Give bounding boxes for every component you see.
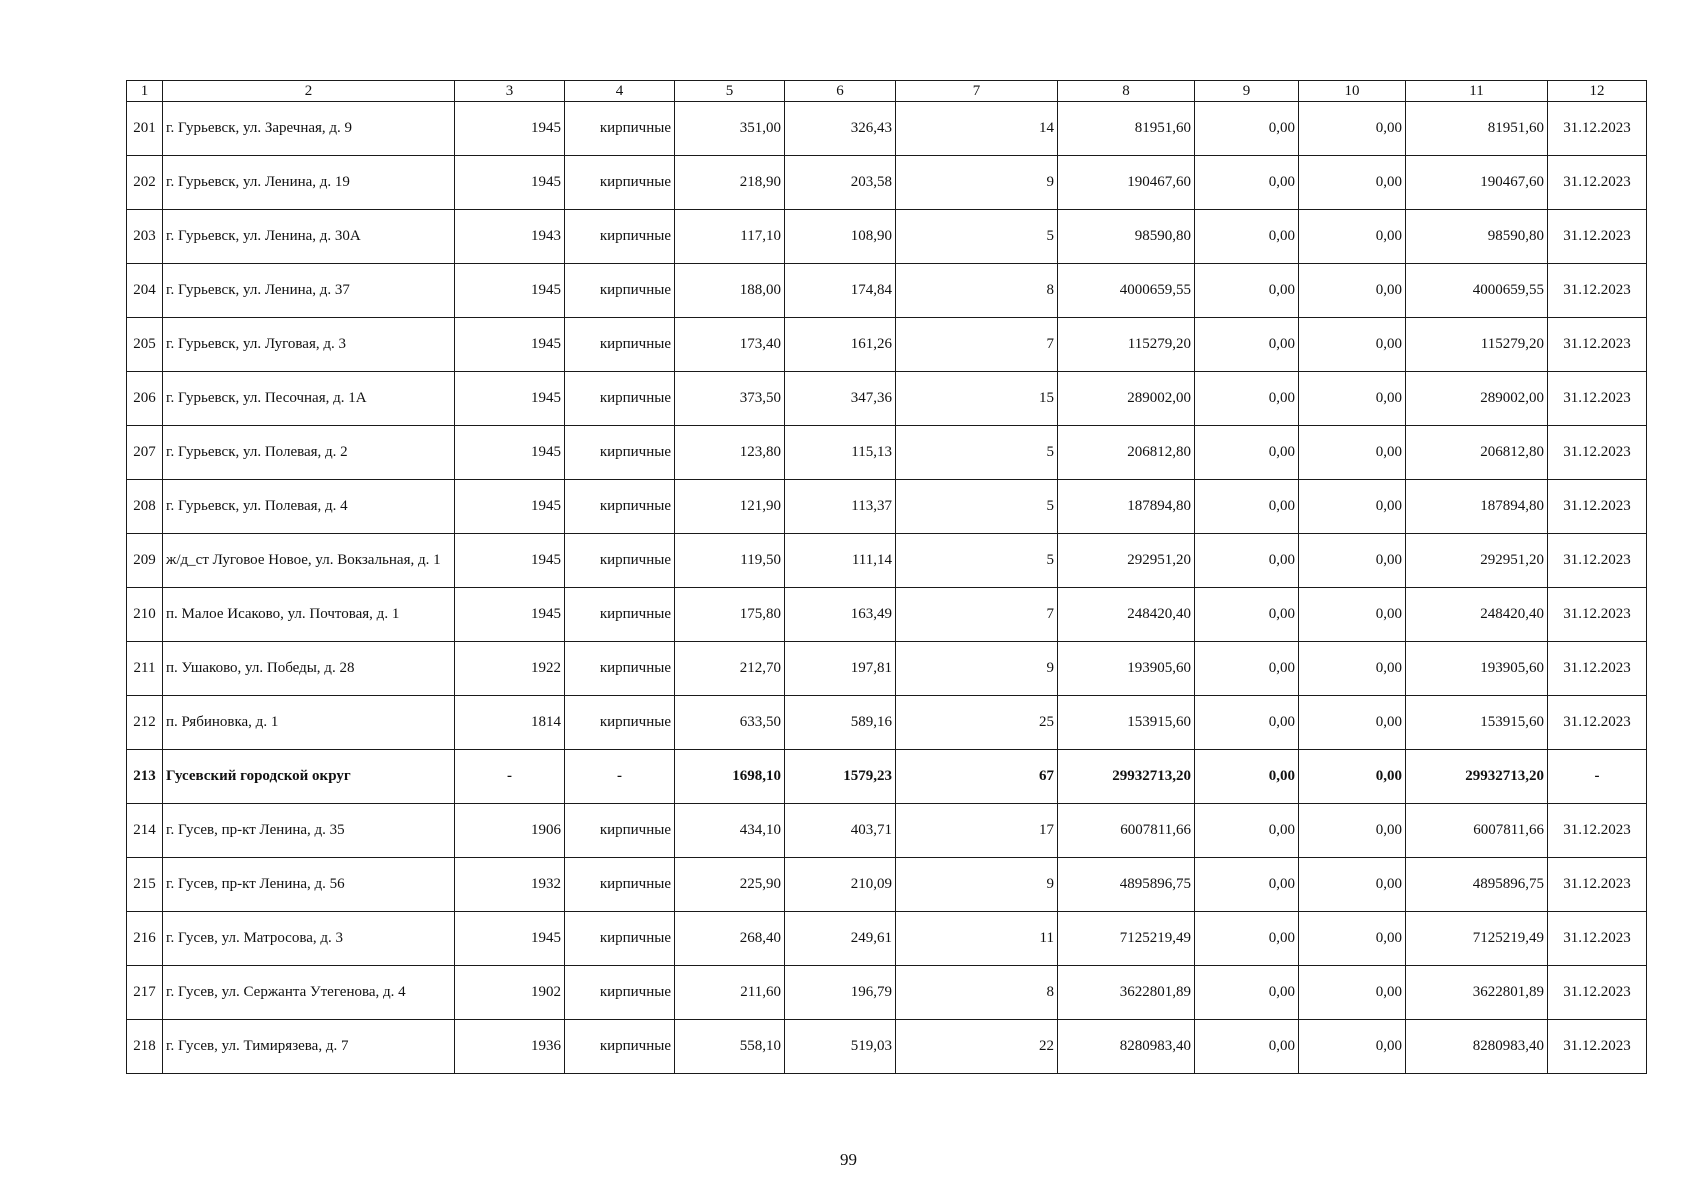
residents-cell: 25 — [896, 696, 1058, 750]
fund-cell: 0,00 — [1195, 318, 1299, 372]
year-cell: 1945 — [455, 372, 565, 426]
residents-cell: 9 — [896, 156, 1058, 210]
budget-cell: 0,00 — [1299, 912, 1406, 966]
living-area-cell: 113,37 — [785, 480, 896, 534]
year-cell: 1945 — [455, 912, 565, 966]
column-header-8: 8 — [1058, 81, 1195, 102]
budget-cell: 0,00 — [1299, 696, 1406, 750]
wall-material-cell: кирпичные — [565, 588, 675, 642]
address-cell: г. Гурьевск, ул. Полевая, д. 4 — [163, 480, 455, 534]
cost-total-cell: 289002,00 — [1058, 372, 1195, 426]
other-funds-cell: 153915,60 — [1406, 696, 1548, 750]
budget-cell: 0,00 — [1299, 156, 1406, 210]
fund-cell: 0,00 — [1195, 858, 1299, 912]
address-cell: г. Гусев, ул. Сержанта Утегенова, д. 4 — [163, 966, 455, 1020]
table-row — [127, 102, 1647, 156]
total-area-cell: 121,90 — [675, 480, 785, 534]
residents-cell: 8 — [896, 264, 1058, 318]
total-area-cell: 123,80 — [675, 426, 785, 480]
row-number-cell: 208 — [127, 480, 163, 534]
deadline-cell: 31.12.2023 — [1548, 696, 1647, 750]
fund-cell: 0,00 — [1195, 966, 1299, 1020]
residents-cell: 17 — [896, 804, 1058, 858]
table-row — [127, 426, 1647, 480]
cost-total-cell: 8280983,40 — [1058, 1020, 1195, 1074]
budget-cell: 0,00 — [1299, 534, 1406, 588]
address-cell: п. Ушаково, ул. Победы, д. 28 — [163, 642, 455, 696]
budget-cell: 0,00 — [1299, 480, 1406, 534]
living-area-cell: 347,36 — [785, 372, 896, 426]
address-cell: п. Рябиновка, д. 1 — [163, 696, 455, 750]
address-cell: г. Гусев, ул. Матросова, д. 3 — [163, 912, 455, 966]
wall-material-cell: - — [565, 750, 675, 804]
table-body — [127, 102, 1647, 1074]
fund-cell: 0,00 — [1195, 912, 1299, 966]
cost-total-cell: 153915,60 — [1058, 696, 1195, 750]
year-cell: 1936 — [455, 1020, 565, 1074]
cost-total-cell: 3622801,89 — [1058, 966, 1195, 1020]
total-area-cell: 351,00 — [675, 102, 785, 156]
wall-material-cell: кирпичные — [565, 912, 675, 966]
residents-cell: 9 — [896, 642, 1058, 696]
residents-cell: 5 — [896, 480, 1058, 534]
year-cell: 1906 — [455, 804, 565, 858]
deadline-cell: 31.12.2023 — [1548, 1020, 1647, 1074]
deadline-cell: 31.12.2023 — [1548, 318, 1647, 372]
cost-total-cell: 29932713,20 — [1058, 750, 1195, 804]
fund-cell: 0,00 — [1195, 1020, 1299, 1074]
budget-cell: 0,00 — [1299, 966, 1406, 1020]
wall-material-cell: кирпичные — [565, 642, 675, 696]
living-area-cell: 519,03 — [785, 1020, 896, 1074]
wall-material-cell: кирпичные — [565, 480, 675, 534]
fund-cell: 0,00 — [1195, 642, 1299, 696]
table-row — [127, 858, 1647, 912]
cost-total-cell: 6007811,66 — [1058, 804, 1195, 858]
total-area-cell: 434,10 — [675, 804, 785, 858]
address-cell: г. Гусев, пр-кт Ленина, д. 35 — [163, 804, 455, 858]
cost-total-cell: 81951,60 — [1058, 102, 1195, 156]
wall-material-cell: кирпичные — [565, 858, 675, 912]
table-row — [127, 1020, 1647, 1074]
row-number-cell: 213 — [127, 750, 163, 804]
living-area-cell: 196,79 — [785, 966, 896, 1020]
total-area-cell: 1698,10 — [675, 750, 785, 804]
table-row — [127, 588, 1647, 642]
row-number-cell: 209 — [127, 534, 163, 588]
other-funds-cell: 4895896,75 — [1406, 858, 1548, 912]
total-area-cell: 633,50 — [675, 696, 785, 750]
address-cell: г. Гурьевск, ул. Луговая, д. 3 — [163, 318, 455, 372]
living-area-cell: 589,16 — [785, 696, 896, 750]
residents-cell: 5 — [896, 426, 1058, 480]
cost-total-cell: 4000659,55 — [1058, 264, 1195, 318]
deadline-cell: - — [1548, 750, 1647, 804]
budget-cell: 0,00 — [1299, 210, 1406, 264]
living-area-cell: 115,13 — [785, 426, 896, 480]
fund-cell: 0,00 — [1195, 426, 1299, 480]
year-cell: 1932 — [455, 858, 565, 912]
cost-total-cell: 292951,20 — [1058, 534, 1195, 588]
column-header-7: 7 — [896, 81, 1058, 102]
living-area-cell: 197,81 — [785, 642, 896, 696]
total-area-cell: 175,80 — [675, 588, 785, 642]
cost-total-cell: 193905,60 — [1058, 642, 1195, 696]
address-cell: г. Гурьевск, ул. Полевая, д. 2 — [163, 426, 455, 480]
deadline-cell: 31.12.2023 — [1548, 372, 1647, 426]
budget-cell: 0,00 — [1299, 588, 1406, 642]
row-number-cell: 215 — [127, 858, 163, 912]
total-area-cell: 218,90 — [675, 156, 785, 210]
other-funds-cell: 115279,20 — [1406, 318, 1548, 372]
cost-total-cell: 115279,20 — [1058, 318, 1195, 372]
other-funds-cell: 6007811,66 — [1406, 804, 1548, 858]
cost-total-cell: 98590,80 — [1058, 210, 1195, 264]
living-area-cell: 108,90 — [785, 210, 896, 264]
page-number: 99 — [840, 1150, 857, 1169]
table-row — [127, 642, 1647, 696]
fund-cell: 0,00 — [1195, 264, 1299, 318]
address-cell: п. Малое Исаково, ул. Почтовая, д. 1 — [163, 588, 455, 642]
living-area-cell: 210,09 — [785, 858, 896, 912]
wall-material-cell: кирпичные — [565, 210, 675, 264]
table-row — [127, 156, 1647, 210]
row-number-cell: 202 — [127, 156, 163, 210]
row-number-cell: 210 — [127, 588, 163, 642]
column-header-6: 6 — [785, 81, 896, 102]
living-area-cell: 326,43 — [785, 102, 896, 156]
row-number-cell: 204 — [127, 264, 163, 318]
deadline-cell: 31.12.2023 — [1548, 534, 1647, 588]
table-row — [127, 480, 1647, 534]
living-area-cell: 111,14 — [785, 534, 896, 588]
budget-cell: 0,00 — [1299, 372, 1406, 426]
deadline-cell: 31.12.2023 — [1548, 102, 1647, 156]
year-cell: 1945 — [455, 318, 565, 372]
budget-cell: 0,00 — [1299, 102, 1406, 156]
table-row-subtotal — [127, 750, 1647, 804]
year-cell: 1945 — [455, 588, 565, 642]
row-number-cell: 201 — [127, 102, 163, 156]
housing-register-table — [126, 80, 1647, 1074]
row-number-cell: 205 — [127, 318, 163, 372]
year-cell: 1945 — [455, 156, 565, 210]
total-area-cell: 188,00 — [675, 264, 785, 318]
cost-total-cell: 206812,80 — [1058, 426, 1195, 480]
wall-material-cell: кирпичные — [565, 372, 675, 426]
fund-cell: 0,00 — [1195, 372, 1299, 426]
other-funds-cell: 292951,20 — [1406, 534, 1548, 588]
other-funds-cell: 8280983,40 — [1406, 1020, 1548, 1074]
document-sheet — [126, 80, 1646, 1074]
address-cell: г. Гурьевск, ул. Заречная, д. 9 — [163, 102, 455, 156]
deadline-cell: 31.12.2023 — [1548, 912, 1647, 966]
table-row — [127, 696, 1647, 750]
address-cell: г. Гурьевск, ул. Ленина, д. 37 — [163, 264, 455, 318]
column-number-header-row — [127, 81, 1647, 102]
wall-material-cell: кирпичные — [565, 426, 675, 480]
deadline-cell: 31.12.2023 — [1548, 588, 1647, 642]
row-number-cell: 217 — [127, 966, 163, 1020]
residents-cell: 5 — [896, 210, 1058, 264]
total-area-cell: 119,50 — [675, 534, 785, 588]
wall-material-cell: кирпичные — [565, 1020, 675, 1074]
fund-cell: 0,00 — [1195, 156, 1299, 210]
address-cell: г. Гусев, пр-кт Ленина, д. 56 — [163, 858, 455, 912]
fund-cell: 0,00 — [1195, 480, 1299, 534]
wall-material-cell: кирпичные — [565, 156, 675, 210]
cost-total-cell: 187894,80 — [1058, 480, 1195, 534]
wall-material-cell: кирпичные — [565, 696, 675, 750]
total-area-cell: 211,60 — [675, 966, 785, 1020]
other-funds-cell: 3622801,89 — [1406, 966, 1548, 1020]
row-number-cell: 211 — [127, 642, 163, 696]
total-area-cell: 373,50 — [675, 372, 785, 426]
cost-total-cell: 4895896,75 — [1058, 858, 1195, 912]
living-area-cell: 249,61 — [785, 912, 896, 966]
year-cell: 1943 — [455, 210, 565, 264]
row-number-cell: 216 — [127, 912, 163, 966]
address-cell: г. Гурьевск, ул. Ленина, д. 19 — [163, 156, 455, 210]
year-cell: 1945 — [455, 480, 565, 534]
living-area-cell: 1579,23 — [785, 750, 896, 804]
budget-cell: 0,00 — [1299, 642, 1406, 696]
total-area-cell: 117,10 — [675, 210, 785, 264]
budget-cell: 0,00 — [1299, 426, 1406, 480]
year-cell: 1945 — [455, 426, 565, 480]
row-number-cell: 206 — [127, 372, 163, 426]
residents-cell: 22 — [896, 1020, 1058, 1074]
wall-material-cell: кирпичные — [565, 534, 675, 588]
year-cell: 1814 — [455, 696, 565, 750]
total-area-cell: 558,10 — [675, 1020, 785, 1074]
table-row — [127, 318, 1647, 372]
other-funds-cell: 190467,60 — [1406, 156, 1548, 210]
living-area-cell: 174,84 — [785, 264, 896, 318]
wall-material-cell: кирпичные — [565, 966, 675, 1020]
fund-cell: 0,00 — [1195, 750, 1299, 804]
column-header-9: 9 — [1195, 81, 1299, 102]
table-row — [127, 804, 1647, 858]
row-number-cell: 218 — [127, 1020, 163, 1074]
cost-total-cell: 248420,40 — [1058, 588, 1195, 642]
budget-cell: 0,00 — [1299, 750, 1406, 804]
table-row — [127, 372, 1647, 426]
table-row — [127, 966, 1647, 1020]
column-header-5: 5 — [675, 81, 785, 102]
deadline-cell: 31.12.2023 — [1548, 426, 1647, 480]
fund-cell: 0,00 — [1195, 696, 1299, 750]
total-area-cell: 173,40 — [675, 318, 785, 372]
living-area-cell: 203,58 — [785, 156, 896, 210]
table-row — [127, 534, 1647, 588]
column-header-10: 10 — [1299, 81, 1406, 102]
wall-material-cell: кирпичные — [565, 804, 675, 858]
cost-total-cell: 7125219,49 — [1058, 912, 1195, 966]
table-row — [127, 210, 1647, 264]
budget-cell: 0,00 — [1299, 1020, 1406, 1074]
other-funds-cell: 289002,00 — [1406, 372, 1548, 426]
deadline-cell: 31.12.2023 — [1548, 642, 1647, 696]
address-cell: Гусевский городской округ — [163, 750, 455, 804]
column-header-12: 12 — [1548, 81, 1647, 102]
table-row — [127, 912, 1647, 966]
fund-cell: 0,00 — [1195, 588, 1299, 642]
residents-cell: 7 — [896, 318, 1058, 372]
deadline-cell: 31.12.2023 — [1548, 804, 1647, 858]
deadline-cell: 31.12.2023 — [1548, 210, 1647, 264]
table-row — [127, 264, 1647, 318]
row-number-cell: 207 — [127, 426, 163, 480]
residents-cell: 8 — [896, 966, 1058, 1020]
year-cell: 1945 — [455, 534, 565, 588]
fund-cell: 0,00 — [1195, 210, 1299, 264]
row-number-cell: 214 — [127, 804, 163, 858]
budget-cell: 0,00 — [1299, 318, 1406, 372]
other-funds-cell: 7125219,49 — [1406, 912, 1548, 966]
fund-cell: 0,00 — [1195, 534, 1299, 588]
deadline-cell: 31.12.2023 — [1548, 264, 1647, 318]
budget-cell: 0,00 — [1299, 804, 1406, 858]
total-area-cell: 268,40 — [675, 912, 785, 966]
column-header-11: 11 — [1406, 81, 1548, 102]
residents-cell: 7 — [896, 588, 1058, 642]
other-funds-cell: 187894,80 — [1406, 480, 1548, 534]
fund-cell: 0,00 — [1195, 102, 1299, 156]
other-funds-cell: 81951,60 — [1406, 102, 1548, 156]
address-cell: г. Гурьевск, ул. Ленина, д. 30А — [163, 210, 455, 264]
living-area-cell: 161,26 — [785, 318, 896, 372]
residents-cell: 15 — [896, 372, 1058, 426]
residents-cell: 14 — [896, 102, 1058, 156]
column-header-3: 3 — [455, 81, 565, 102]
address-cell: г. Гусев, ул. Тимирязева, д. 7 — [163, 1020, 455, 1074]
wall-material-cell: кирпичные — [565, 102, 675, 156]
total-area-cell: 212,70 — [675, 642, 785, 696]
other-funds-cell: 29932713,20 — [1406, 750, 1548, 804]
column-header-4: 4 — [565, 81, 675, 102]
budget-cell: 0,00 — [1299, 858, 1406, 912]
year-cell: 1945 — [455, 102, 565, 156]
row-number-cell: 203 — [127, 210, 163, 264]
column-header-2: 2 — [163, 81, 455, 102]
year-cell: 1922 — [455, 642, 565, 696]
living-area-cell: 163,49 — [785, 588, 896, 642]
address-cell: г. Гурьевск, ул. Песочная, д. 1А — [163, 372, 455, 426]
deadline-cell: 31.12.2023 — [1548, 480, 1647, 534]
other-funds-cell: 248420,40 — [1406, 588, 1548, 642]
wall-material-cell: кирпичные — [565, 264, 675, 318]
row-number-cell: 212 — [127, 696, 163, 750]
residents-cell: 11 — [896, 912, 1058, 966]
year-cell: - — [455, 750, 565, 804]
address-cell: ж/д_ст Луговое Новое, ул. Вокзальная, д. 1 — [163, 534, 455, 588]
deadline-cell: 31.12.2023 — [1548, 156, 1647, 210]
budget-cell: 0,00 — [1299, 264, 1406, 318]
other-funds-cell: 206812,80 — [1406, 426, 1548, 480]
total-area-cell: 225,90 — [675, 858, 785, 912]
deadline-cell: 31.12.2023 — [1548, 858, 1647, 912]
residents-cell: 9 — [896, 858, 1058, 912]
year-cell: 1945 — [455, 264, 565, 318]
other-funds-cell: 98590,80 — [1406, 210, 1548, 264]
other-funds-cell: 4000659,55 — [1406, 264, 1548, 318]
other-funds-cell: 193905,60 — [1406, 642, 1548, 696]
year-cell: 1902 — [455, 966, 565, 1020]
residents-cell: 5 — [896, 534, 1058, 588]
deadline-cell: 31.12.2023 — [1548, 966, 1647, 1020]
living-area-cell: 403,71 — [785, 804, 896, 858]
residents-cell: 67 — [896, 750, 1058, 804]
fund-cell: 0,00 — [1195, 804, 1299, 858]
wall-material-cell: кирпичные — [565, 318, 675, 372]
cost-total-cell: 190467,60 — [1058, 156, 1195, 210]
column-header-1: 1 — [127, 81, 163, 102]
